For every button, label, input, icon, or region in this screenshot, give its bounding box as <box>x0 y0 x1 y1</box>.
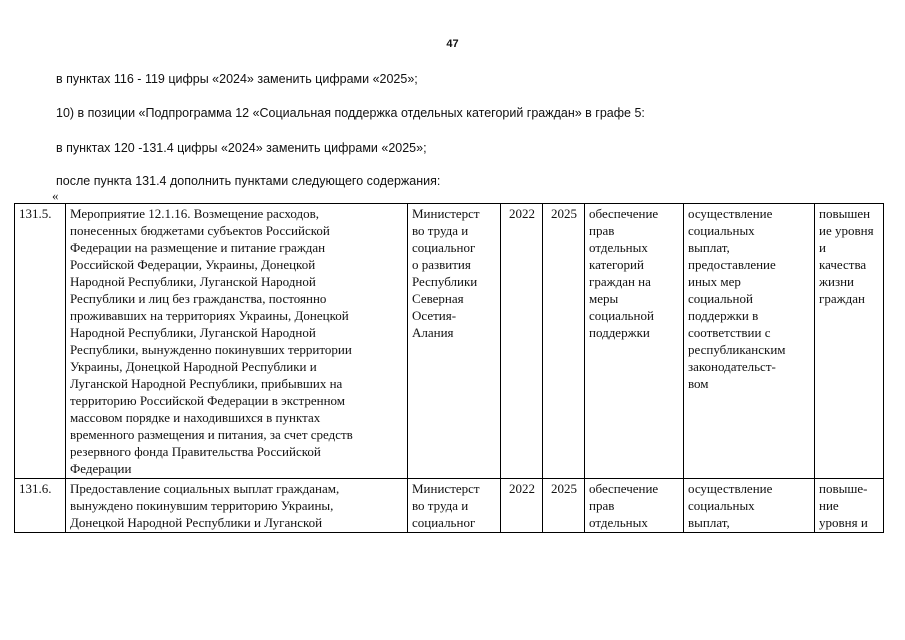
goal: обеспечение прав отдельных <box>585 479 684 533</box>
row-number: 131.6. <box>15 479 66 533</box>
result: повыше- ние уровня и <box>815 479 884 533</box>
executor: Министерст во труда и социальног <box>408 479 501 533</box>
start-year: 2022 <box>501 479 543 533</box>
opening-quote: « <box>52 188 59 203</box>
end-year: 2025 <box>543 479 585 533</box>
row-number: 131.5. <box>15 204 66 479</box>
table-row <box>15 204 884 479</box>
end-year: 2025 <box>543 204 585 479</box>
result: повышен ие уровня и качества жизни граждан <box>815 204 884 479</box>
table-row <box>15 479 884 533</box>
action: осуществление социальных выплат, предоставление иных мер социальной поддержки в соответствии с республиканским законодательст- вом <box>684 204 815 479</box>
paragraph-3: в пунктах 120 -131.4 цифры «2024» заменить цифрами «2025»; <box>56 141 427 155</box>
paragraph-4: после пункта 131.4 дополнить пунктами следующего содержания: <box>56 174 441 188</box>
paragraph-1: в пунктах 116 - 119 цифры «2024» заменить цифрами «2025»; <box>56 72 418 86</box>
page-number: 47 <box>446 38 459 50</box>
paragraph-2: 10) в позиции «Подпрограмма 12 «Социальная поддержка отдельных категорий граждан» в графе 5: <box>56 106 645 120</box>
executor: Министерст во труда и социальног о развития Республики Северная Осетия- Алания <box>408 204 501 479</box>
goal: обеспечение прав отдельных категорий граждан на меры социальной поддержки <box>585 204 684 479</box>
start-year: 2022 <box>501 204 543 479</box>
measure-name: Предоставление социальных выплат гражданам, вынуждено покинувшим территорию Украины, Донецкой Народной Республики и Луганской <box>66 479 408 533</box>
action: осуществление социальных выплат, <box>684 479 815 533</box>
measures-table <box>14 203 884 533</box>
measure-name: Мероприятие 12.1.16. Возмещение расходов, понесенных бюджетами субъектов Российской Федерации на размещение и питание граждан Российской Федерации, Украины, Донецкой Народной Республики, Луганской Народной Республики и лиц без гражданства, постоянно проживавших на территориях Украины, Донецкой Народной Республики, Луганской Народной Республики, вынужденно покинувших территории Украины, Донецкой Народной Республики и Луганской Народной Республики, прибывших на территорию Российской Федерации в экстренном массовом порядке и находившихся в пунктах временного размещения и питания, за счет средств резервного фонда Правительства Российской Федерации <box>66 204 408 479</box>
